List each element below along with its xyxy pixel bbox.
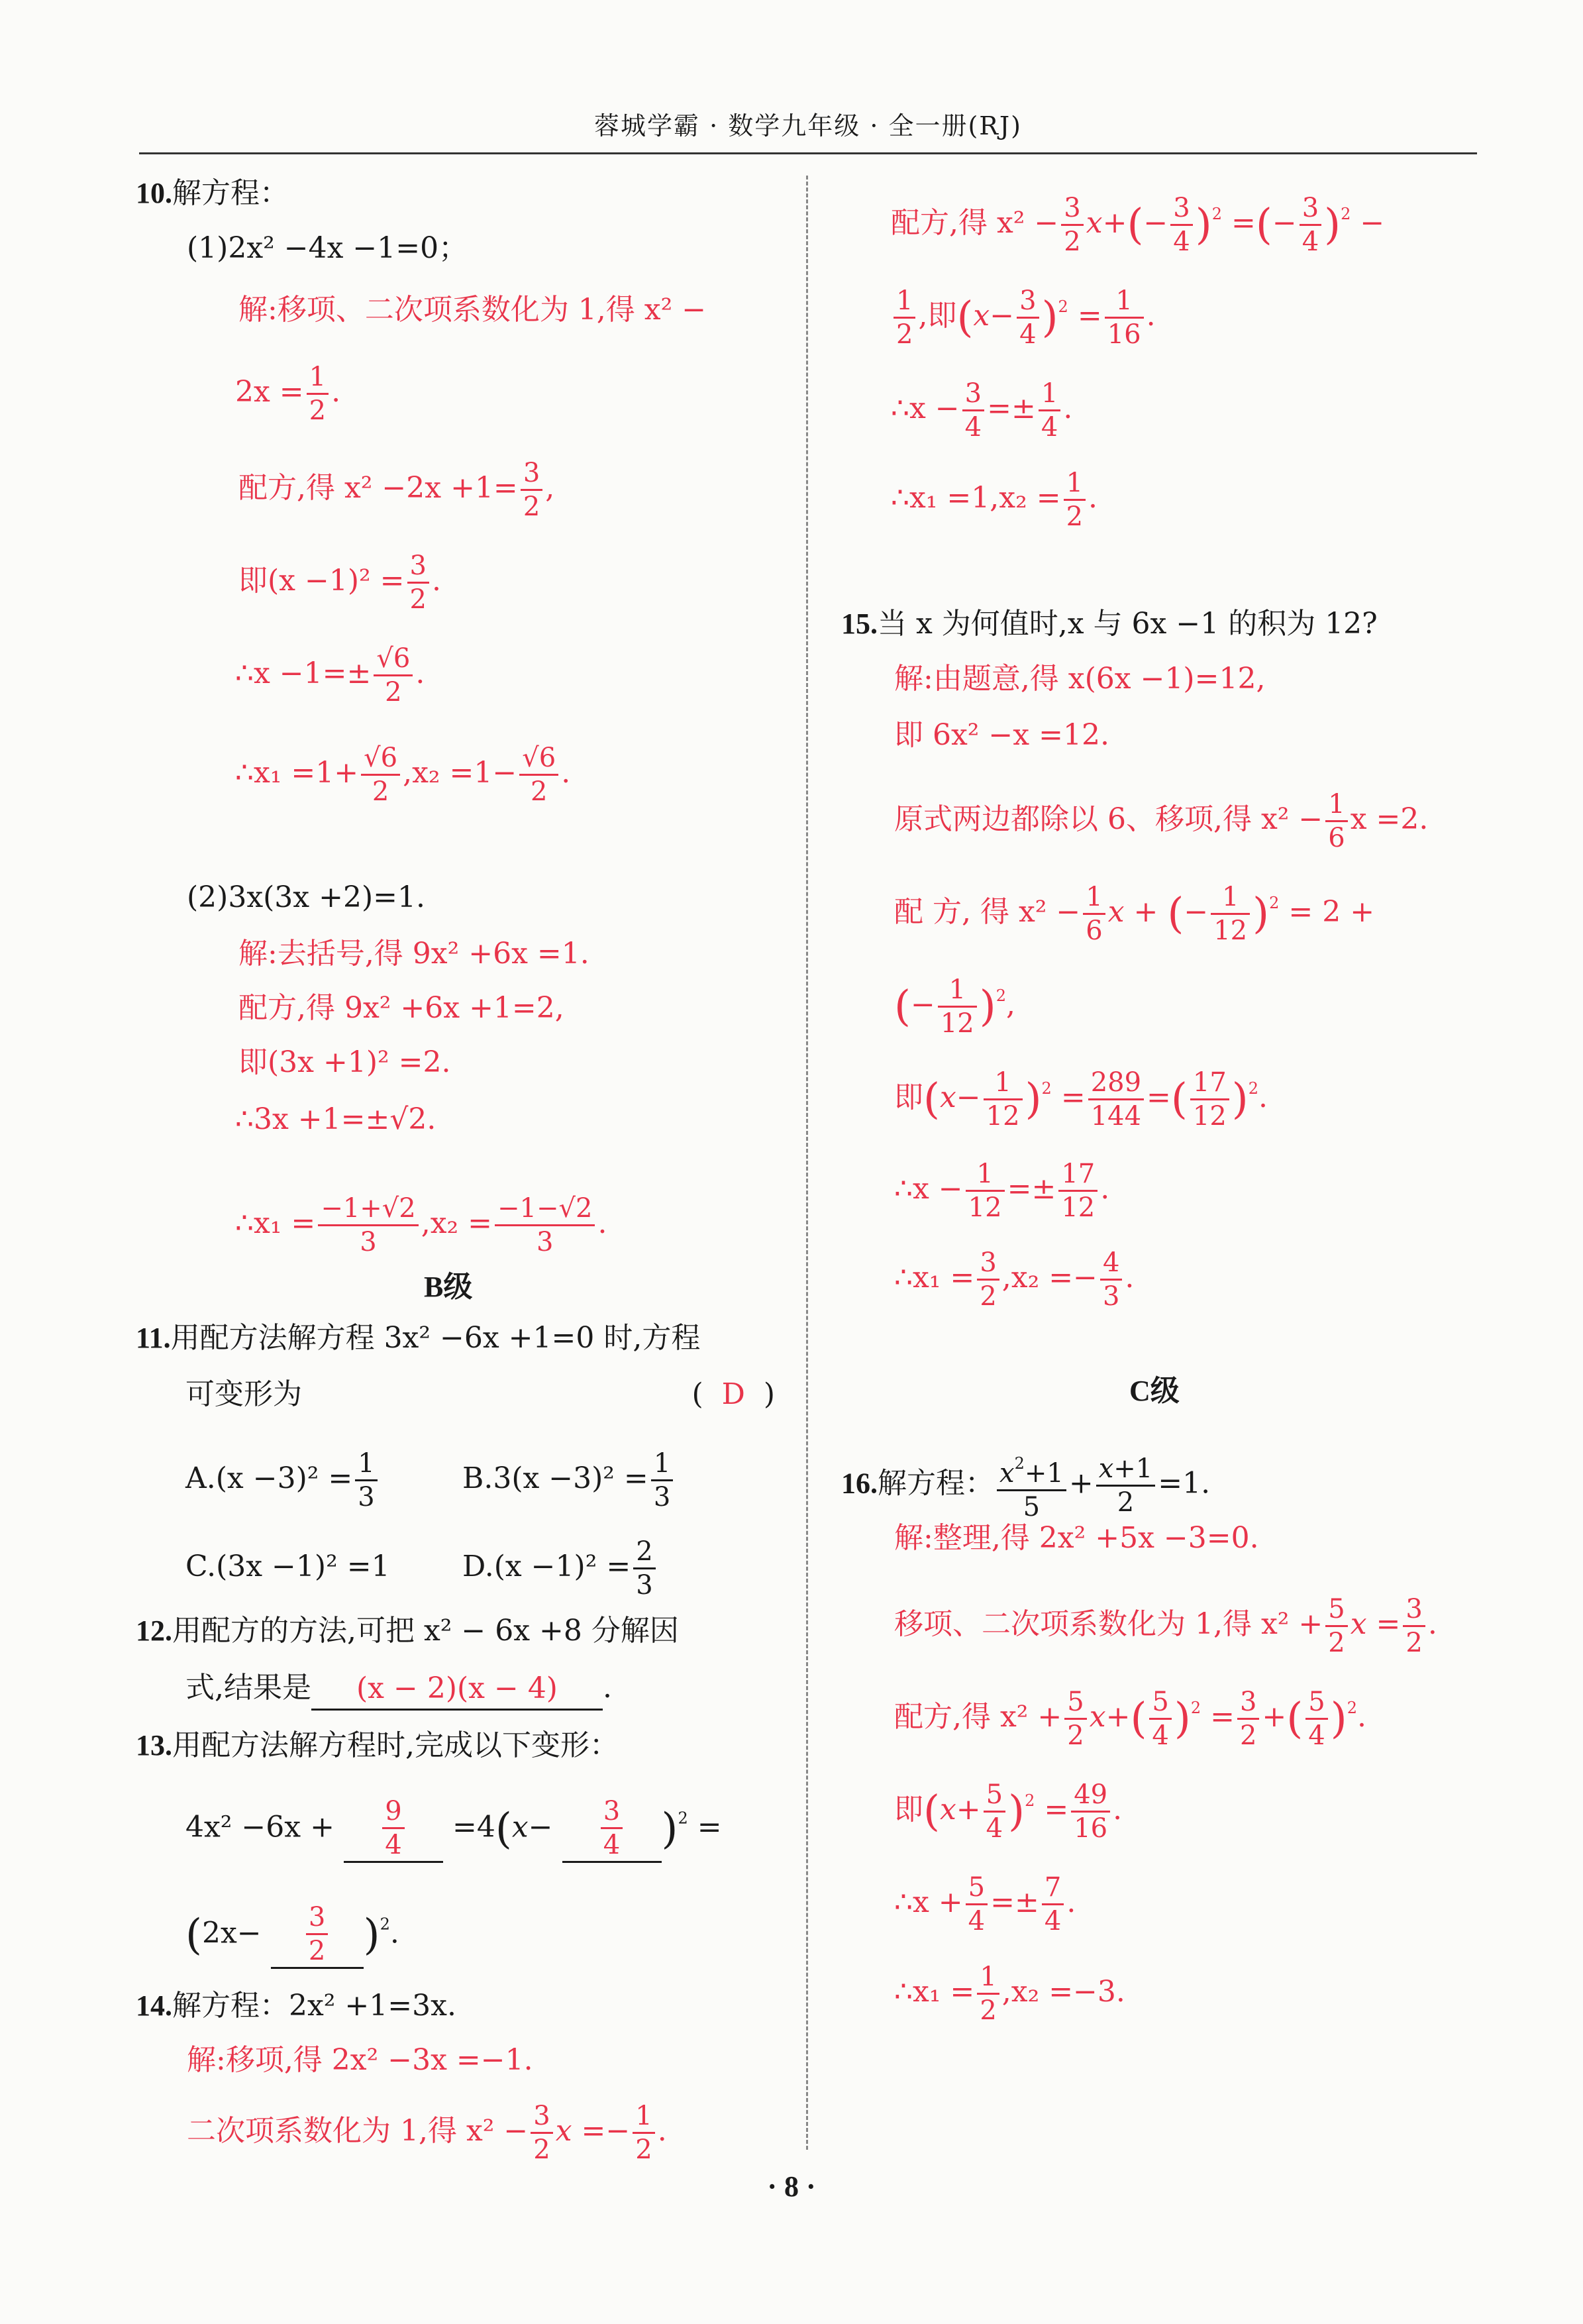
q13-blank2[interactable]: $\frac{3}{4}$ <box>562 1795 662 1863</box>
q10-p1-step2: 配方,得 x² −2x +1= $\frac{3}{2}$ , <box>238 458 555 522</box>
q10-p1-step3: 即(x −1)² = $\frac{3}{2}$ . <box>238 551 441 615</box>
q14-step5: ∴x − $\frac{3}{4}$ =± $\frac{1}{4}$ . <box>891 378 1073 443</box>
q10-p1-step1: 解:移项、二次项系数化为 1,得 x² − <box>238 293 707 327</box>
q12-stem2: 式,结果是 (x − 2)(x − 4) . <box>185 1668 612 1711</box>
q10-p2-step4: ∴3x +1=±√2. <box>235 1102 436 1136</box>
q13-blank1[interactable]: $\frac{9}{4}$ <box>344 1795 443 1863</box>
q15-step7: ∴x − $\frac{1}{12}$ =± $\frac{17}{12}$ . <box>894 1159 1110 1223</box>
q10-p2-step5: ∴x₁ = $\frac{-1+√2}{3}$ ,x₂ = $\frac{-1-√2}{3}$ . <box>235 1193 607 1257</box>
q15-step5: (− $\frac{1}{12}$ )$^2$, <box>894 975 1015 1039</box>
q10-stem: 10.解方程： <box>136 176 289 210</box>
q10-p2-step2: 配方,得 9x² +6x +1=2, <box>238 991 564 1025</box>
q10-p2-step1: 解:去括号,得 9x² +6x =1. <box>238 937 589 971</box>
q14-step4: $\frac{1}{2}$ ,即(x− $\frac{3}{4}$ )$^2$ = $\frac{1}{16}$ . <box>891 285 1156 350</box>
q12-stem: 12.用配方的方法,可把 x² − 6x +8 分解因 <box>136 1614 679 1648</box>
q15-step8: ∴x₁ = $\frac{3}{2}$ ,x₂ =− $\frac{4}{3}$ . <box>894 1247 1135 1312</box>
q10-p1-step5: ∴x₁ =1+ $\frac{√6}{2}$ ,x₂ =1− $\frac{√6}{2}$ . <box>235 743 571 807</box>
q11-option-b[interactable]: B.3(x −3)² = $\frac{1}{3}$ <box>462 1448 676 1513</box>
q16-step4: 即(x+ $\frac{5}{4}$ )$^2$ = $\frac{49}{16}$ . <box>894 1779 1123 1844</box>
q11-stem: 11.用配方法解方程 3x² −6x +1=0 时,方程 <box>136 1321 701 1355</box>
q11-option-c[interactable]: C.(3x −1)² =1 <box>185 1550 390 1583</box>
q16-step6: ∴x₁ = $\frac{1}{2}$ ,x₂ =−3. <box>894 1962 1125 2026</box>
q10-p1-step4: ∴x −1=± $\frac{√6}{2}$ . <box>235 643 425 708</box>
level-b-heading: B级 <box>424 1271 473 1303</box>
q14-stem: 14.解方程：2x² +1=3x. <box>136 1989 456 2023</box>
q15-step2: 即 6x² −x =12. <box>894 718 1109 752</box>
q14-step6: ∴x₁ =1,x₂ = $\frac{1}{2}$ . <box>891 468 1098 532</box>
q14-step2: 二次项系数化为 1,得 x² − $\frac{3}{2}$ x =− $\frac{1}{2}$ . <box>187 2101 667 2165</box>
q16-step5: ∴x + $\frac{5}{4}$ =± $\frac{7}{4}$ . <box>894 1872 1076 1936</box>
q11-option-a[interactable]: A.(x −3)² = $\frac{1}{3}$ <box>185 1448 380 1513</box>
q10-part1: (1)2x² −4x −1=0； <box>187 231 468 265</box>
page-number: · 8 · <box>767 2170 816 2203</box>
q13-blank3[interactable]: $\frac{3}{2}$ <box>271 1901 364 1969</box>
q13-row2: (2x− $\frac{3}{2}$ )$^2$. <box>185 1901 399 1969</box>
q15-step4: 配 方, 得 x² − $\frac{1}{6}$ x + (− $\frac{1}{12}$ )$^2$ = 2 + <box>894 882 1375 946</box>
q15-stem: 15.当 x 为何值时,x 与 6x −1 的积为 12? <box>841 607 1378 641</box>
q12-answer-blank[interactable]: (x − 2)(x − 4) <box>311 1669 603 1711</box>
q16-stem: 16.解方程： $\frac{x^2+1}{5}$ + $\frac{x+1}{2}$ =1. <box>841 1448 1210 1523</box>
q10-p1-step1b: 2x = $\frac{1}{2}$ . <box>235 362 341 426</box>
q14-step1: 解:移项,得 2x² −3x =−1. <box>187 2043 533 2077</box>
q10-part2: (2)3x(3x +2)=1. <box>187 880 425 914</box>
q10-p2-step3: 即(3x +1)² =2. <box>238 1045 451 1079</box>
level-c-heading: C级 <box>1129 1375 1180 1407</box>
q15-step3: 原式两边都除以 6、移项,得 x² − $\frac{1}{6}$ x =2. <box>894 789 1429 853</box>
q11-answer: D <box>721 1377 745 1411</box>
q15-step6: 即(x− $\frac{1}{12}$ )$^2$ = $\frac{289}{144}$ =( $\frac{17}{12}$ )$^2$. <box>894 1067 1268 1132</box>
column-divider <box>806 176 808 2150</box>
q16-step3: 配方,得 x² + $\frac{5}{2}$ x+( $\frac{5}{4}$ )$^2$ = $\frac{3}{2}$ +( $\frac{5}{4}$ )$^2$. <box>894 1687 1366 1751</box>
q14-step3: 配方,得 x² − $\frac{3}{2}$ x+(− $\frac{3}{4}$ )$^2$ =(− $\frac{3}{4}$ )$^2$ − <box>891 193 1385 257</box>
q16-step2: 移项、二次项系数化为 1,得 x² + $\frac{5}{2}$ x = $\frac{3}{2}$ . <box>894 1594 1437 1658</box>
q11-stem2: 可变形为 ( D ) <box>185 1377 775 1411</box>
q13-row1: 4x² −6x + $\frac{9}{4}$ =4(x− $\frac{3}{4}$ )$^2$ = <box>185 1795 722 1863</box>
page-header: 蓉城学霸 · 数学九年级 · 全一册(RJ) <box>139 99 1477 154</box>
q15-step1: 解:由题意,得 x(6x −1)=12, <box>894 662 1266 696</box>
q16-step1: 解:整理,得 2x² +5x −3=0. <box>894 1521 1259 1555</box>
q11-option-d[interactable]: D.(x −1)² = $\frac{2}{3}$ <box>462 1536 658 1601</box>
q13-stem: 13.用配方法解方程时,完成以下变形： <box>136 1728 619 1762</box>
